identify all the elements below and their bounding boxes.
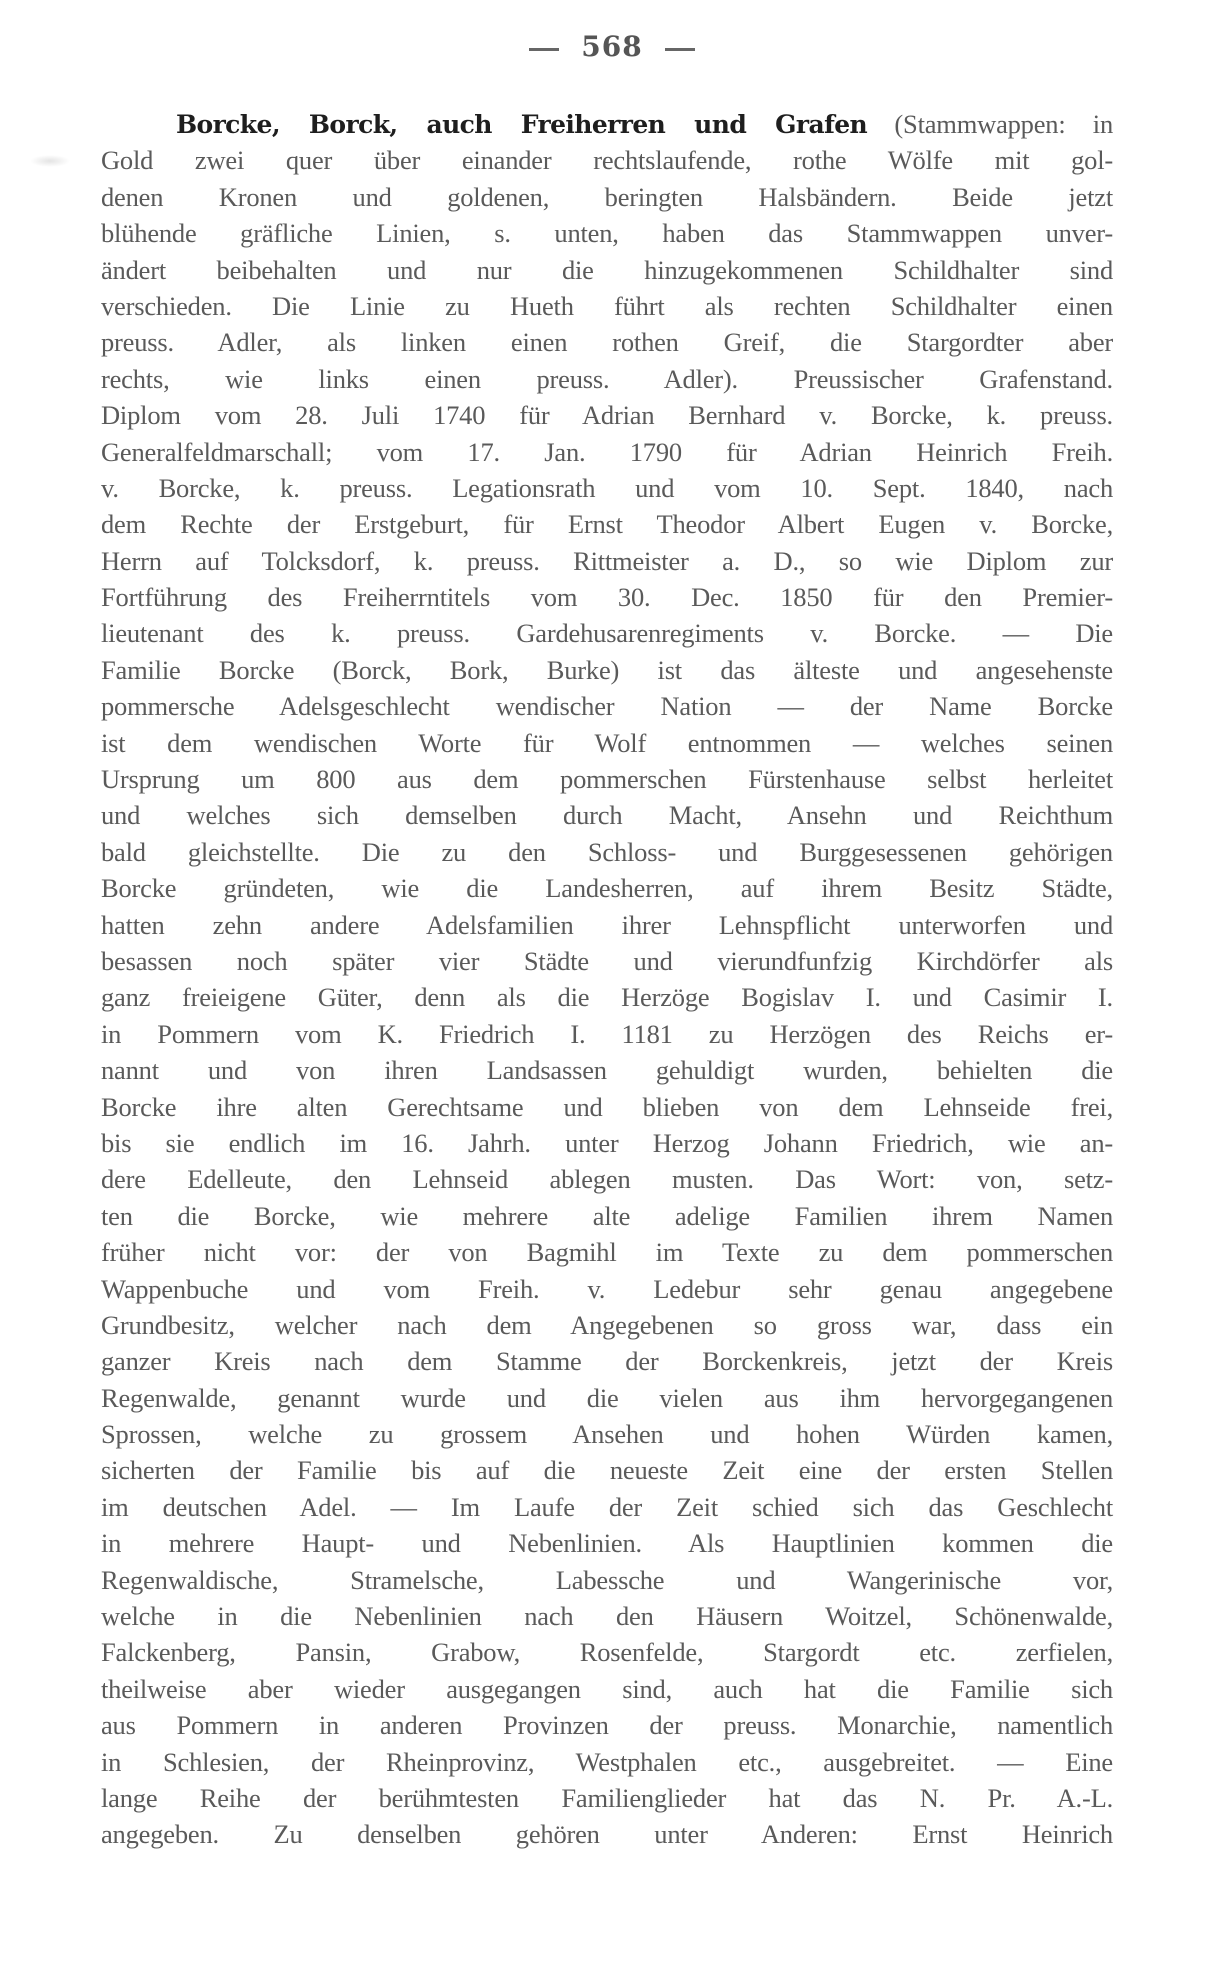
text-line: Diplom vom 28. Juli 1740 für Adrian Bernhard v. Borcke, k. preuss. <box>101 400 1113 431</box>
text-line: sicherten der Familie bis auf die neueste Zeit eine der ersten Stellen <box>101 1455 1113 1486</box>
text-line: ist dem wendischen Worte für Wolf entnommen — welches seinen <box>101 727 1113 758</box>
dash-left <box>529 48 559 51</box>
text-line: blühende gräfliche Linien, s. unten, haben das Stammwappen unver- <box>101 218 1113 249</box>
text-line: Borcke, Borck, auch Freiherren und Grafen (Stammwappen: in <box>176 109 1114 139</box>
text-line: angegeben. Zu denselben gehören unter Anderen: Ernst Heinrich <box>101 1819 1113 1850</box>
text-line: Fortführung des Freiherrntitels vom 30. Dec. 1850 für den Premier- <box>101 582 1113 613</box>
text-line: ändert beibehalten und nur die hinzugekommenen Schildhalter sind <box>101 254 1113 285</box>
text-line: pommersche Adelsgeschlecht wendischer Nation — der Name Borcke <box>101 691 1113 722</box>
text-line: Generalfeldmarschall; vom 17. Jan. 1790 für Adrian Heinrich Freih. <box>101 436 1113 467</box>
text-line: Herrn auf Tolcksdorf, k. preuss. Rittmeister a. D., so wie Diplom zur <box>101 545 1113 576</box>
text-line: ganzer Kreis nach dem Stamme der Borckenkreis, jetzt der Kreis <box>101 1346 1113 1377</box>
text-line: Regenwalde, genannt wurde und die vielen aus ihm hervorgegangenen <box>101 1382 1113 1413</box>
text-line: Ursprung um 800 aus dem pommerschen Fürstenhause selbst herleitet <box>101 764 1113 795</box>
text-line: rechts, wie links einen preuss. Adler). Preussischer Grafenstand. <box>101 363 1113 394</box>
text-line: welche in die Nebenlinien nach den Häusern Woitzel, Schönenwalde, <box>101 1601 1113 1632</box>
text-line: v. Borcke, k. preuss. Legationsrath und vom 10. Sept. 1840, nach <box>101 472 1113 503</box>
page-number-header <box>0 30 1224 63</box>
text-line: in mehrere Haupt- und Nebenlinien. Als Hauptlinien kommen die <box>101 1528 1113 1559</box>
entry-text <box>101 106 1113 1853</box>
text-line: Gold zwei quer über einander rechtslaufende, rothe Wölfe mit gol- <box>101 145 1113 176</box>
text-line: ten die Borcke, wie mehrere alte adelige Familien ihrem Namen <box>101 1200 1113 1231</box>
text-line: Falckenberg, Pansin, Grabow, Rosenfelde, Stargordt etc. zerfielen, <box>101 1637 1113 1668</box>
text-line: denen Kronen und goldenen, beringten Halsbändern. Beide jetzt <box>101 181 1113 212</box>
text-line: theilweise aber wieder ausgegangen sind, auch hat die Familie sich <box>101 1673 1113 1704</box>
text-line: im deutschen Adel. — Im Laufe der Zeit schied sich das Geschlecht <box>101 1491 1113 1522</box>
entry-headword: Borcke, Borck, auch Freiherren und Grafen <box>176 110 868 139</box>
text-line: dem Rechte der Erstgeburt, für Ernst Theodor Albert Eugen v. Borcke, <box>101 509 1113 540</box>
text-line: nannt und von ihren Landsassen gehuldigt wurden, behielten die <box>101 1055 1113 1086</box>
text-line: bis sie endlich im 16. Jahrh. unter Herzog Johann Friedrich, wie an- <box>101 1127 1113 1158</box>
text-line: lieutenant des k. preuss. Gardehusarenregiments v. Borcke. — Die <box>101 618 1113 649</box>
text-line: und welches sich demselben durch Macht, Ansehn und Reichthum <box>101 800 1113 831</box>
text-line: ganz freieigene Güter, denn als die Herzöge Bogislav I. und Casimir I. <box>101 982 1113 1013</box>
text-line: Sprossen, welche zu grossem Ansehen und hohen Würden kamen, <box>101 1419 1113 1450</box>
text-line: lange Reihe der berühmtesten Familienglieder hat das N. Pr. A.-L. <box>101 1782 1113 1813</box>
text-line: Borcke ihre alten Gerechtsame und blieben von dem Lehnseide frei, <box>101 1091 1113 1122</box>
text-line: Regenwaldische, Stramelsche, Labessche und Wangerinische vor, <box>101 1564 1113 1595</box>
text-line: dere Edelleute, den Lehnseid ablegen musten. Das Wort: von, setz- <box>101 1164 1113 1195</box>
text-line: hatten zehn andere Adelsfamilien ihrer Lehnspflicht unterworfen und <box>101 909 1113 940</box>
text-line: Borcke gründeten, wie die Landesherren, auf ihrem Besitz Städte, <box>101 873 1113 904</box>
text-line: verschieden. Die Linie zu Hueth führt als rechten Schildhalter einen <box>101 290 1113 321</box>
page-number: 568 <box>581 30 643 63</box>
text-line: bald gleichstellte. Die zu den Schloss- und Burggesessenen gehörigen <box>101 836 1113 867</box>
margin-smudge <box>30 155 70 167</box>
text-line: früher nicht vor: der von Bagmihl im Texte zu dem pommerschen <box>101 1237 1113 1268</box>
text-line: preuss. Adler, als linken einen rothen Greif, die Stargordter aber <box>101 327 1113 358</box>
text-line: Grundbesitz, welcher nach dem Angegebenen so gross war, dass ein <box>101 1309 1113 1340</box>
text-line: in Schlesien, der Rheinprovinz, Westphalen etc., ausgebreitet. — Eine <box>101 1746 1113 1777</box>
text-line: aus Pommern in anderen Provinzen der preuss. Monarchie, namentlich <box>101 1710 1113 1741</box>
text-line: Wappenbuche und vom Freih. v. Ledebur sehr genau angegebene <box>101 1273 1113 1304</box>
text-line: Familie Borcke (Borck, Bork, Burke) ist das älteste und angesehenste <box>101 654 1113 685</box>
dash-right <box>665 48 695 51</box>
text-line: in Pommern vom K. Friedrich I. 1181 zu Herzögen des Reichs er- <box>101 1018 1113 1049</box>
text-line: besassen noch später vier Städte und vierundfunfzig Kirchdörfer als <box>101 945 1113 976</box>
